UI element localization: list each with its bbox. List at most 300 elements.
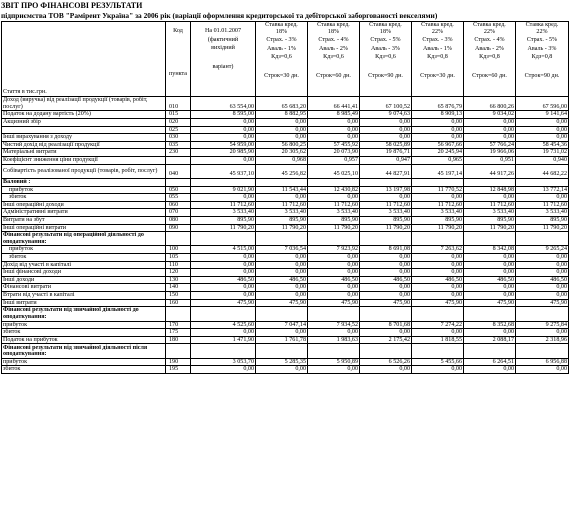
variant-value-cell: 11 712,60 — [360, 201, 412, 209]
row-code: 035 — [166, 141, 191, 149]
variant-value-cell: 7 047,14 — [256, 321, 308, 329]
variant-value-cell: 2 175,42 — [360, 336, 412, 344]
variant-value-cell: 3 533,40 — [256, 209, 308, 217]
variant-value-cell: 66 800,26 — [464, 97, 516, 111]
base-variant-header: На 01.01.2007 (фактичний вихідний варіант) — [191, 22, 256, 97]
variant-value-cell: 486,50 — [256, 276, 308, 284]
variant-value-cell: 11 790,20 — [412, 224, 464, 232]
variant-value-cell: 0,00 — [308, 366, 360, 374]
variant-value-cell: 0,00 — [464, 254, 516, 262]
variant-value-cell: 0,00 — [516, 292, 569, 300]
row-label: прибуток — [2, 321, 166, 329]
row-label: прибуток — [2, 186, 166, 194]
variant-value-cell: 0,00 — [360, 118, 412, 126]
variant-value-cell: 12 848,98 — [464, 186, 516, 194]
variant-value-cell: 11 790,20 — [308, 224, 360, 232]
row-label: Акцизний збір — [2, 118, 166, 126]
variant-value-cell: 0,00 — [256, 134, 308, 142]
variant-value-cell: 19 876,71 — [360, 149, 412, 157]
table-row — [2, 284, 569, 292]
table-row — [2, 134, 569, 142]
variant-value-cell: 0,947 — [360, 156, 412, 164]
variant-value-cell: 0,00 — [412, 118, 464, 126]
variant-value-cell: 0,00 — [412, 194, 464, 202]
table-row — [2, 299, 569, 307]
variant-value-cell: 11 790,20 — [464, 224, 516, 232]
variant-value-cell: 0,00 — [516, 284, 569, 292]
variant-value-cell: 9 275,84 — [516, 321, 569, 329]
table-row — [2, 209, 569, 217]
row-code: 055 — [166, 194, 191, 202]
variant-value-cell: 3 533,40 — [412, 209, 464, 217]
row-label: Витрати на збут — [2, 216, 166, 224]
variant-value-cell: 0,00 — [360, 366, 412, 374]
base-value-cell: 895,90 — [191, 216, 256, 224]
variant-value-cell: 0,00 — [308, 261, 360, 269]
row-label: Доход (виручка) від реалізації продукції (товарів, робіт, послуг) — [2, 97, 166, 111]
table-row — [2, 216, 569, 224]
variant-value-cell — [360, 344, 412, 358]
variant-value-cell: 0,00 — [360, 194, 412, 202]
variant-value-cell: 895,90 — [412, 216, 464, 224]
variant-value-cell — [516, 178, 569, 186]
variant-value-cell: 0,00 — [516, 194, 569, 202]
table-row — [2, 141, 569, 149]
base-value-cell: 475,90 — [191, 299, 256, 307]
variant-header-6: Ставка кред. 22% Страх. - 5% Аваль - 3% Кдз=0,8 Строк=90 дн. — [516, 22, 569, 97]
base-value-cell: 54 959,00 — [191, 141, 256, 149]
base-value-cell: 11 790,20 — [191, 224, 256, 232]
table-row — [2, 164, 569, 178]
row-label: Коефіцієнт зниження ціни продукції — [2, 156, 166, 164]
variant-value-cell: 6 956,88 — [516, 358, 569, 366]
variant-value-cell: 895,90 — [256, 216, 308, 224]
variant-value-cell: 0,00 — [360, 284, 412, 292]
variant-value-cell: 56 967,66 — [412, 141, 464, 149]
variant-value-cell: 11 790,20 — [256, 224, 308, 232]
row-code: 060 — [166, 201, 191, 209]
row-code: 130 — [166, 276, 191, 284]
report-title: ЗВІТ ПРО ФІНАНСОВІ РЕЗУЛЬТАТИ — [1, 1, 143, 10]
variant-value-cell: 11 790,20 — [516, 224, 569, 232]
variant-value-cell: 19 731,02 — [516, 149, 569, 157]
row-label: збиток — [2, 329, 166, 337]
variant-value-cell: 0,00 — [360, 254, 412, 262]
row-code: 140 — [166, 284, 191, 292]
variant-value-cell: 11 770,52 — [412, 186, 464, 194]
variant-value-cell: 0,00 — [308, 284, 360, 292]
base-value-cell: 9 021,90 — [191, 186, 256, 194]
variant-value-cell: 0,00 — [464, 194, 516, 202]
variant-value-cell: 0,00 — [360, 292, 412, 300]
base-value-cell: 0,00 — [191, 194, 256, 202]
variant-value-cell — [256, 232, 308, 246]
variant-value-cell: 895,90 — [464, 216, 516, 224]
base-value-cell: 4 515,00 — [191, 246, 256, 254]
variant-value-cell: 58 025,89 — [360, 141, 412, 149]
variant-value-cell: 11 712,60 — [256, 201, 308, 209]
variant-value-cell: 11 712,60 — [516, 201, 569, 209]
variant-value-cell: 7 036,54 — [256, 246, 308, 254]
row-code: 105 — [166, 254, 191, 262]
row-code: 170 — [166, 321, 191, 329]
table-row — [2, 366, 569, 374]
base-value-cell: 4 525,60 — [191, 321, 256, 329]
variant-value-cell: 0,00 — [360, 126, 412, 134]
base-value-cell: 486,50 — [191, 276, 256, 284]
variant-value-cell: 0,00 — [256, 269, 308, 277]
table-row — [2, 149, 569, 157]
variant-value-cell: 44 682,22 — [516, 164, 569, 178]
variant-value-cell: 13 772,14 — [516, 186, 569, 194]
variant-value-cell: 486,50 — [360, 276, 412, 284]
table-row — [2, 224, 569, 232]
base-value-cell — [191, 307, 256, 321]
variant-value-cell: 8 882,95 — [256, 111, 308, 119]
variant-value-cell: 3 533,40 — [308, 209, 360, 217]
variant-value-cell: 5 455,66 — [412, 358, 464, 366]
variant-value-cell: 0,00 — [360, 269, 412, 277]
row-label: Інші доходи — [2, 276, 166, 284]
variant-value-cell — [308, 344, 360, 358]
variant-value-cell: 1 983,63 — [308, 336, 360, 344]
variant-value-cell — [412, 178, 464, 186]
variant-value-cell: 44 827,91 — [360, 164, 412, 178]
base-value-cell: 1 471,90 — [191, 336, 256, 344]
variant-value-cell: 0,00 — [464, 118, 516, 126]
row-code — [166, 307, 191, 321]
variant-value-cell: 45 197,14 — [412, 164, 464, 178]
variant-value-cell: 486,50 — [412, 276, 464, 284]
table-row — [2, 246, 569, 254]
variant-value-cell: 0,00 — [464, 284, 516, 292]
variant-value-cell — [308, 232, 360, 246]
row-label: Дохід від участі в капіталі — [2, 261, 166, 269]
variant-value-cell: 19 966,06 — [464, 149, 516, 157]
variant-value-cell — [308, 178, 360, 186]
variant-value-cell: 8 909,13 — [412, 111, 464, 119]
base-value-cell: 0,00 — [191, 269, 256, 277]
variant-header-4: Ставка кред. 22% Страх. - 3% Аваль - 1% Кдз=0,8 Строк=30 дн. — [412, 22, 464, 97]
row-label: прибуток — [2, 246, 166, 254]
row-code: 020 — [166, 118, 191, 126]
variant-value-cell: 8 691,08 — [360, 246, 412, 254]
variant-value-cell — [464, 232, 516, 246]
variant-value-cell: 0,00 — [256, 292, 308, 300]
variant-value-cell: 8 701,68 — [360, 321, 412, 329]
variant-value-cell: 0,940 — [516, 156, 569, 164]
variant-value-cell: 0,00 — [360, 134, 412, 142]
row-label: Інші витрати — [2, 299, 166, 307]
variant-value-cell: 486,50 — [308, 276, 360, 284]
variant-value-cell: 0,00 — [256, 284, 308, 292]
variant-value-cell: 0,00 — [516, 134, 569, 142]
variant-value-cell: 475,90 — [412, 299, 464, 307]
table-row — [2, 178, 569, 186]
variant-value-cell: 9 265,24 — [516, 246, 569, 254]
row-label: Адміністративні витрати — [2, 209, 166, 217]
row-label: Матеріальні витрати — [2, 149, 166, 157]
table-row — [2, 201, 569, 209]
variant-header-5: Ставка кред. 22% Страх. - 4% Аваль - 2% Кдз=0,8 Строк=60 дн. — [464, 22, 516, 97]
table-row — [2, 336, 569, 344]
row-code — [166, 156, 191, 164]
table-row — [2, 276, 569, 284]
variant-value-cell: 3 533,40 — [360, 209, 412, 217]
article-header: Стаття в тис.грн. — [2, 22, 166, 97]
row-code: 090 — [166, 224, 191, 232]
variant-value-cell: 3 533,40 — [464, 209, 516, 217]
base-value-cell: 20 985,90 — [191, 149, 256, 157]
variant-value-cell: 7 274,22 — [412, 321, 464, 329]
variant-value-cell: 20 305,62 — [256, 149, 308, 157]
table-row — [2, 358, 569, 366]
variant-value-cell: 7 934,52 — [308, 321, 360, 329]
base-value-cell: 0,00 — [191, 254, 256, 262]
variant-value-cell: 0,00 — [256, 254, 308, 262]
variant-value-cell: 8 985,49 — [308, 111, 360, 119]
table-row — [2, 97, 569, 111]
row-label: Інші фінансові доходи — [2, 269, 166, 277]
variant-value-cell: 0,00 — [516, 126, 569, 134]
table-row — [2, 118, 569, 126]
variant-value-cell: 475,90 — [256, 299, 308, 307]
base-value-cell: 0,00 — [191, 284, 256, 292]
variant-value-cell: 67 100,52 — [360, 97, 412, 111]
base-value-cell: 63 554,00 — [191, 97, 256, 111]
table-row — [2, 194, 569, 202]
table-row — [2, 329, 569, 337]
variant-value-cell: 0,00 — [516, 118, 569, 126]
base-value-cell: 0,00 — [191, 118, 256, 126]
row-label: Фінансові результати від операційної діяльності до оподаткування: — [2, 232, 166, 246]
row-code: 025 — [166, 126, 191, 134]
variant-value-cell: 0,00 — [308, 134, 360, 142]
row-code: 010 — [166, 97, 191, 111]
row-code: 150 — [166, 292, 191, 300]
variant-value-cell: 8 352,68 — [464, 321, 516, 329]
variant-value-cell: 0,00 — [308, 126, 360, 134]
variant-value-cell: 0,965 — [412, 156, 464, 164]
variant-value-cell: 0,00 — [412, 329, 464, 337]
variant-value-cell: 1 818,55 — [412, 336, 464, 344]
row-label: Втрати від участі в капіталі — [2, 292, 166, 300]
variant-value-cell: 66 441,41 — [308, 97, 360, 111]
variant-value-cell: 5 950,89 — [308, 358, 360, 366]
row-label: Фінансові результати від звичайної діяльності до оподаткування: — [2, 307, 166, 321]
row-code: 110 — [166, 261, 191, 269]
variant-value-cell: 0,00 — [516, 254, 569, 262]
variant-value-cell: 0,00 — [412, 254, 464, 262]
variant-value-cell: 12 430,82 — [308, 186, 360, 194]
variant-value-cell: 2 088,17 — [464, 336, 516, 344]
row-code: 175 — [166, 329, 191, 337]
row-label: Податок на прибуток — [2, 336, 166, 344]
row-code: 195 — [166, 366, 191, 374]
variant-value-cell: 1 761,78 — [256, 336, 308, 344]
variant-value-cell: 9 034,02 — [464, 111, 516, 119]
table-row — [2, 126, 569, 134]
table-row — [2, 344, 569, 358]
row-label: Інші вирахування з доходу — [2, 134, 166, 142]
base-value-cell: 11 712,60 — [191, 201, 256, 209]
variant-value-cell: 0,00 — [464, 366, 516, 374]
row-code: 015 — [166, 111, 191, 119]
variant-value-cell: 0,00 — [412, 366, 464, 374]
variant-value-cell: 0,00 — [308, 194, 360, 202]
variant-value-cell — [412, 307, 464, 321]
variant-value-cell: 0,00 — [308, 329, 360, 337]
row-code: 100 — [166, 246, 191, 254]
variant-value-cell: 2 318,96 — [516, 336, 569, 344]
variant-value-cell: 0,00 — [256, 126, 308, 134]
variant-value-cell: 486,50 — [464, 276, 516, 284]
variant-value-cell — [256, 178, 308, 186]
row-label: Валовий : — [2, 178, 166, 186]
variant-value-cell: 0,00 — [464, 269, 516, 277]
base-value-cell: 45 937,10 — [191, 164, 256, 178]
row-code: 080 — [166, 216, 191, 224]
variant-value-cell: 0,00 — [412, 261, 464, 269]
code-header: Код пункта — [166, 22, 191, 97]
base-value-cell: 0,00 — [191, 292, 256, 300]
base-value-cell: 3 053,70 — [191, 358, 256, 366]
variant-value-cell: 895,90 — [360, 216, 412, 224]
row-label: Інші операційні витрати — [2, 224, 166, 232]
variant-value-cell: 0,00 — [308, 254, 360, 262]
variant-value-cell: 44 917,26 — [464, 164, 516, 178]
variant-value-cell: 486,50 — [516, 276, 569, 284]
variant-value-cell: 0,968 — [256, 156, 308, 164]
variant-value-cell: 895,90 — [516, 216, 569, 224]
variant-value-cell: 0,00 — [516, 261, 569, 269]
variant-value-cell: 45 025,10 — [308, 164, 360, 178]
variant-value-cell: 0,00 — [412, 292, 464, 300]
variant-value-cell: 11 712,60 — [464, 201, 516, 209]
variant-value-cell: 0,00 — [516, 329, 569, 337]
variant-value-cell: 57 766,24 — [464, 141, 516, 149]
base-value-cell: 3 533,40 — [191, 209, 256, 217]
table-row — [2, 254, 569, 262]
row-label: Податок на додану вартість (20%) — [2, 111, 166, 119]
variant-value-cell: 0,00 — [308, 269, 360, 277]
row-label: Фінансові витрати — [2, 284, 166, 292]
variant-value-cell: 0,00 — [256, 329, 308, 337]
row-code — [166, 344, 191, 358]
table-row — [2, 321, 569, 329]
base-value-cell: 0,00 — [191, 156, 256, 164]
row-code: 120 — [166, 269, 191, 277]
variant-value-cell — [412, 344, 464, 358]
variant-value-cell — [464, 344, 516, 358]
variant-value-cell: 0,00 — [464, 134, 516, 142]
table-row — [2, 186, 569, 194]
row-label: Собівартість реалізованої продукції (товарів, робіт, послуг) — [2, 164, 166, 178]
base-value-cell: 0,00 — [191, 134, 256, 142]
variant-value-cell: 0,00 — [256, 118, 308, 126]
variant-value-cell: 7 263,62 — [412, 246, 464, 254]
row-label — [2, 126, 166, 134]
variant-value-cell — [464, 178, 516, 186]
variant-value-cell: 67 596,00 — [516, 97, 569, 111]
row-label: збиток — [2, 254, 166, 262]
variant-value-cell: 0,00 — [360, 329, 412, 337]
variant-value-cell: 0,00 — [360, 261, 412, 269]
variant-header-3: Ставка кред. 18% Страх. - 5% Аваль - 3% Кдз=0,6 Строк=90 дн. — [360, 22, 412, 97]
variant-value-cell — [256, 307, 308, 321]
variant-value-cell: 0,00 — [516, 269, 569, 277]
row-code: 070 — [166, 209, 191, 217]
base-value-cell — [191, 232, 256, 246]
row-code — [166, 232, 191, 246]
variant-value-cell — [516, 307, 569, 321]
row-label: Фінансові результати від звичайної діяльності після оподаткування: — [2, 344, 166, 358]
variant-value-cell: 0,00 — [412, 284, 464, 292]
variant-value-cell — [360, 307, 412, 321]
variant-value-cell: 56 800,25 — [256, 141, 308, 149]
row-code — [166, 178, 191, 186]
base-value-cell: 8 595,00 — [191, 111, 256, 119]
variant-value-cell: 475,90 — [308, 299, 360, 307]
row-code: 040 — [166, 164, 191, 178]
variant-value-cell: 0,00 — [516, 366, 569, 374]
variant-value-cell: 0,00 — [464, 126, 516, 134]
variant-value-cell: 13 197,98 — [360, 186, 412, 194]
variant-value-cell: 8 342,08 — [464, 246, 516, 254]
variant-value-cell: 0,00 — [464, 292, 516, 300]
variant-value-cell — [360, 178, 412, 186]
variant-value-cell: 0,00 — [412, 126, 464, 134]
variant-value-cell: 7 923,92 — [308, 246, 360, 254]
financial-results-table — [1, 21, 569, 374]
variant-value-cell: 0,00 — [308, 118, 360, 126]
variant-value-cell: 11 712,60 — [412, 201, 464, 209]
variant-value-cell — [516, 344, 569, 358]
variant-value-cell: 0,00 — [464, 261, 516, 269]
variant-value-cell: 0,00 — [256, 261, 308, 269]
variant-value-cell: 58 454,36 — [516, 141, 569, 149]
base-value-cell: 0,00 — [191, 126, 256, 134]
variant-value-cell: 0,00 — [308, 292, 360, 300]
variant-value-cell: 0,00 — [256, 366, 308, 374]
variant-value-cell: 0,957 — [308, 156, 360, 164]
variant-value-cell: 45 256,82 — [256, 164, 308, 178]
variant-value-cell: 5 285,35 — [256, 358, 308, 366]
variant-value-cell: 475,90 — [464, 299, 516, 307]
variant-value-cell — [516, 232, 569, 246]
variant-value-cell: 0,00 — [464, 329, 516, 337]
table-row — [2, 307, 569, 321]
row-label: прибуток — [2, 358, 166, 366]
variant-value-cell — [412, 232, 464, 246]
row-label: збиток — [2, 366, 166, 374]
variant-header-2: Ставка кред. 18% Страх. - 4% Аваль - 2% Кдз=0,6 Строк=60 дн. — [308, 22, 360, 97]
variant-value-cell: 9 074,63 — [360, 111, 412, 119]
variant-value-cell — [360, 232, 412, 246]
base-value-cell: 0,00 — [191, 329, 256, 337]
row-label: Інші операційні доходи — [2, 201, 166, 209]
variant-value-cell: 475,90 — [516, 299, 569, 307]
variant-value-cell — [308, 307, 360, 321]
variant-value-cell: 3 533,40 — [516, 209, 569, 217]
variant-value-cell: 475,90 — [360, 299, 412, 307]
variant-value-cell: 11 712,60 — [308, 201, 360, 209]
variant-value-cell: 0,00 — [412, 269, 464, 277]
variant-value-cell: 6 526,26 — [360, 358, 412, 366]
variant-header-1: Ставка кред. 18% Страх. - 3% Аваль - 1% Кдз=0,6 Строк=30 дн. — [256, 22, 308, 97]
table-row — [2, 111, 569, 119]
row-code: 180 — [166, 336, 191, 344]
